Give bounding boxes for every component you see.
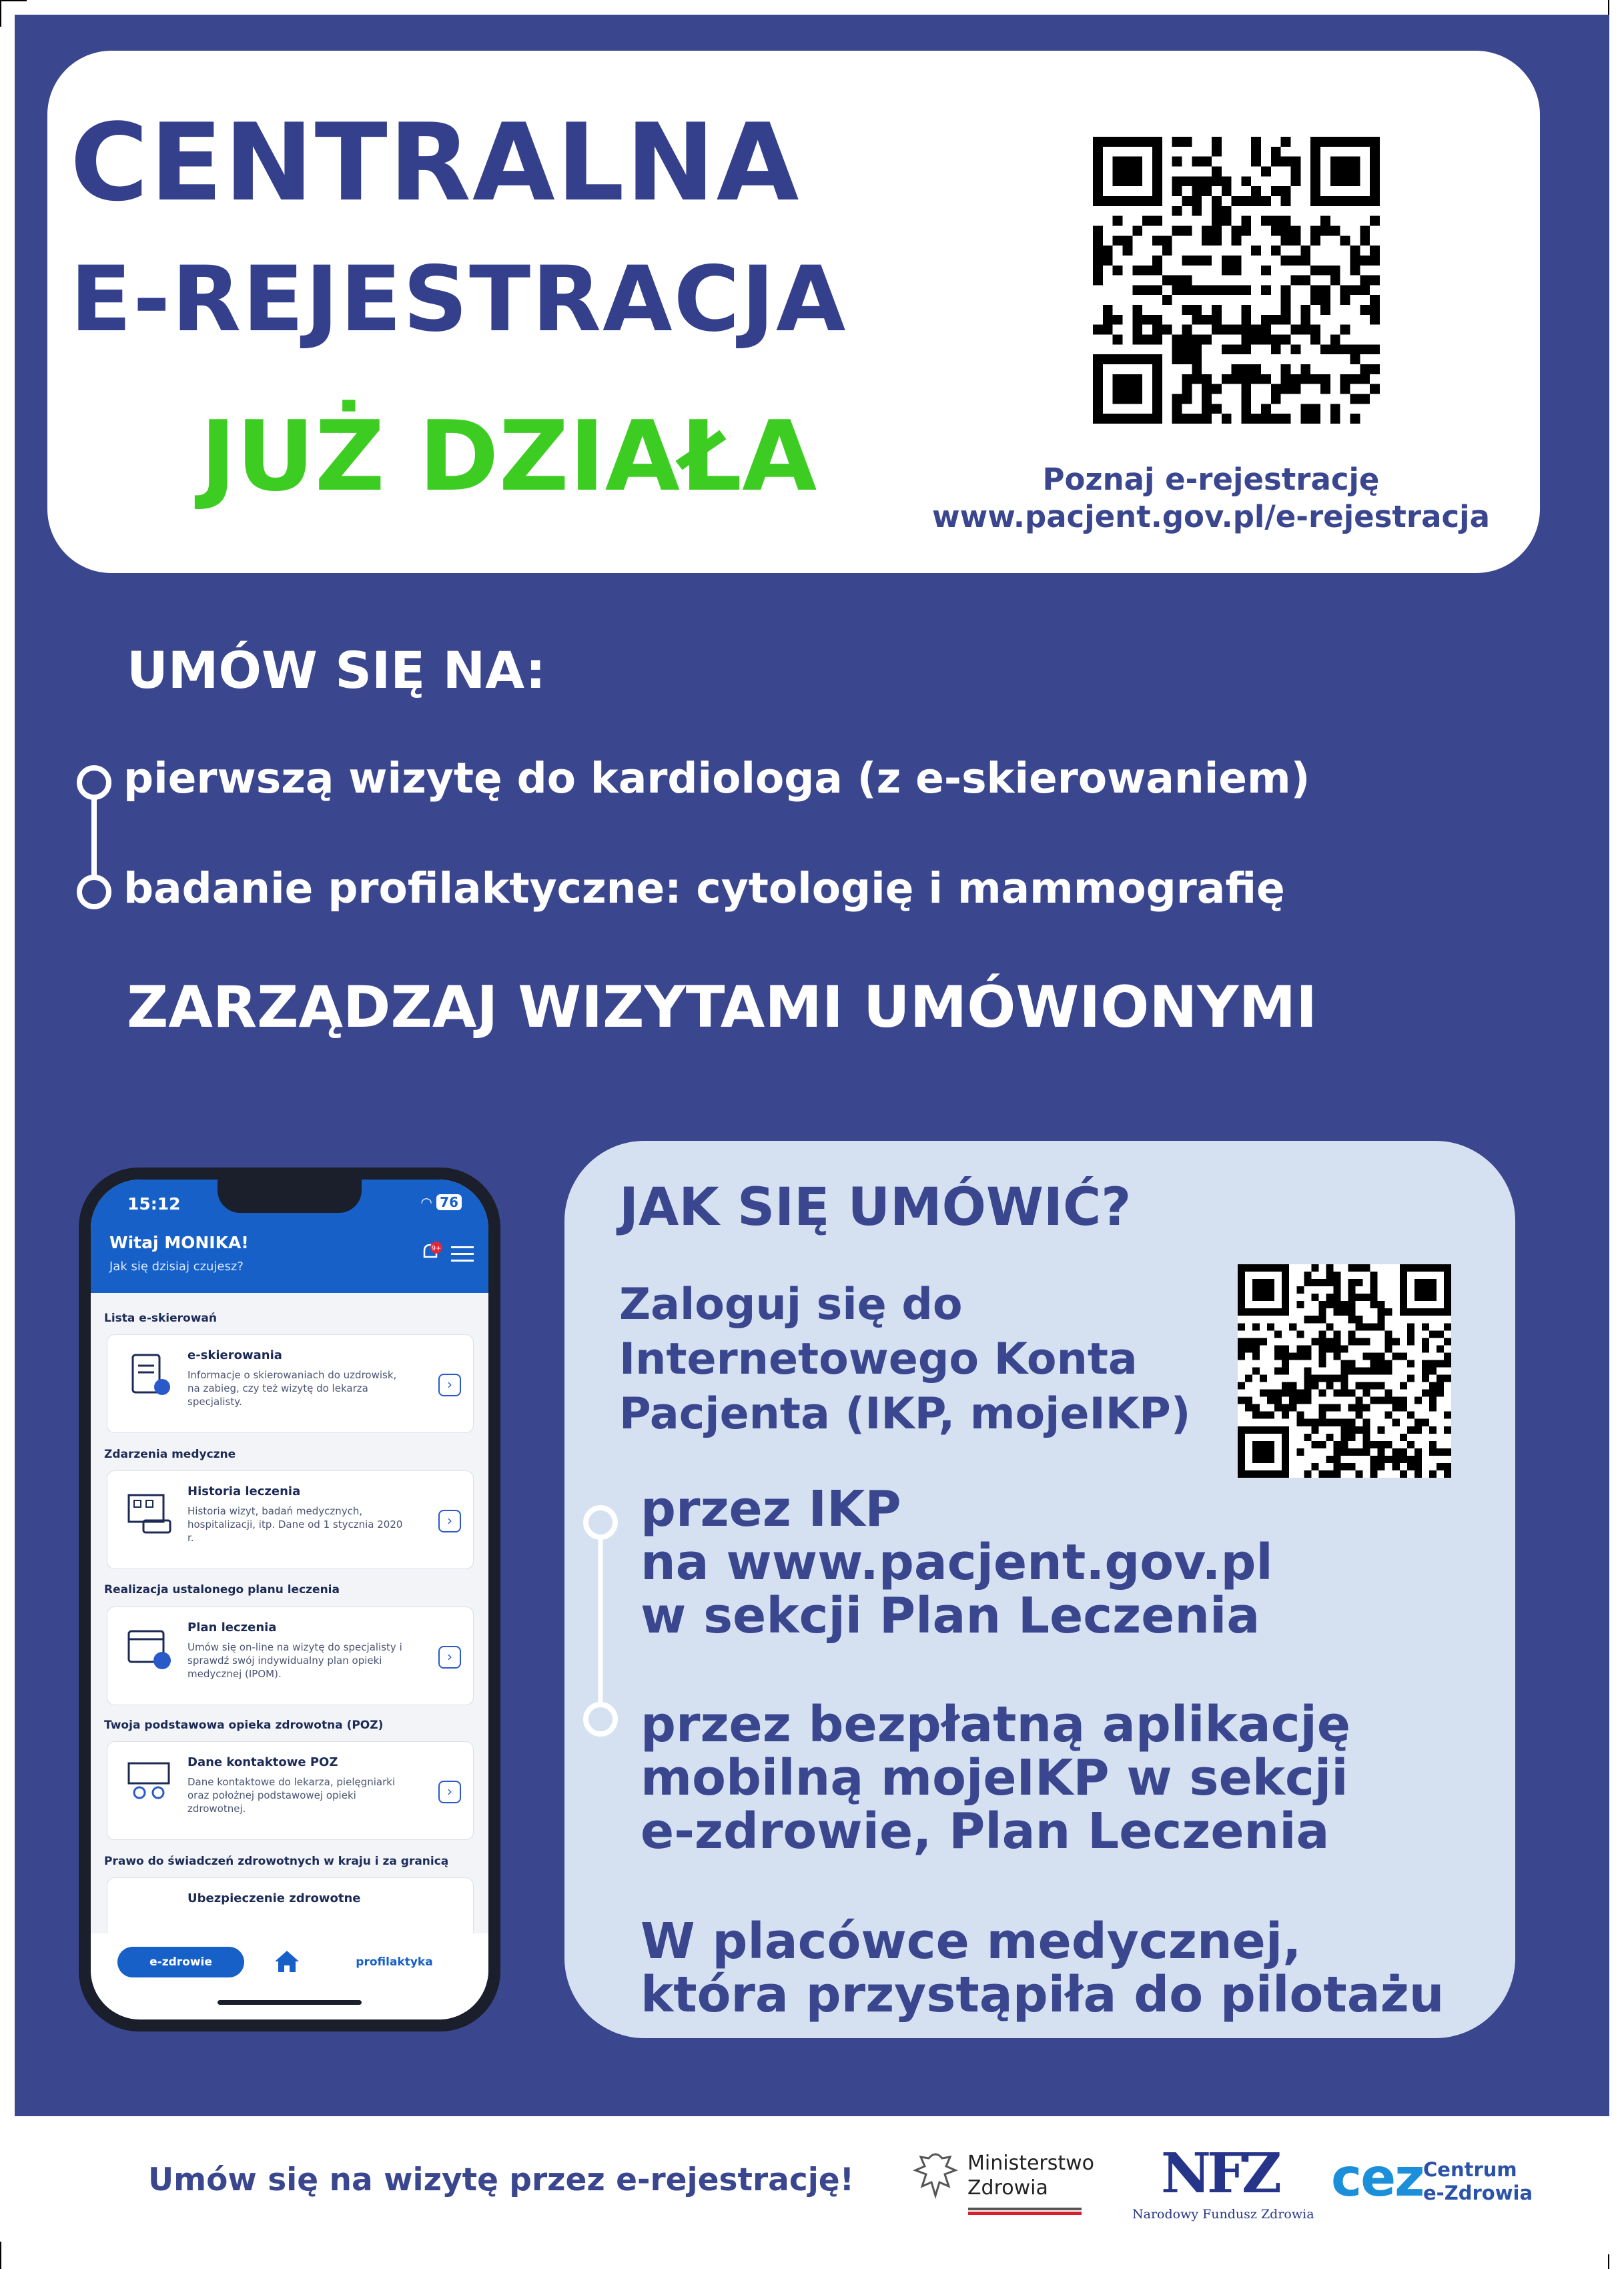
home-indicator	[218, 2000, 362, 2005]
section-label: Realizacja ustalonego planu leczenia	[104, 1583, 340, 1597]
crop-mark	[0, 2242, 1, 2269]
title-e-rejestracja: E-REJESTRACJA	[70, 247, 847, 352]
card-description: Dane kontaktowe do lekarza, pielęgniarki oraz położnej podstawowej opieki zdrowotnej.	[187, 1776, 396, 1815]
how-option-mobile-app: przez bezpłatną aplikację mobilną mojeIKP w sekcji e-zdrowie, Plan Leczenia	[641, 1696, 1351, 1860]
app-card-treatment-history[interactable]	[107, 1470, 474, 1569]
how-option-facility: W placówce medycznej, która przystąpiła do pilotażu	[641, 1913, 1445, 2023]
phone-mockup	[79, 1168, 500, 2031]
card-description: Historia wizyt, badań medycznych, hospitalizacji, itp. Dane od 1 stycznia 2020 r.	[187, 1505, 403, 1544]
book-item-screening: badanie profilaktyczne: cytologię i mammografię	[123, 864, 1285, 913]
how-login-text: Zaloguj się do Internetowego Konta Pacjenta (IKP, mojeIKP)	[619, 1280, 1191, 1439]
card-title: Ubezpieczenie zdrowotne	[187, 1891, 361, 1905]
section-label: Prawo do świadczeń zdrowotnych w kraju i za granicą	[104, 1855, 449, 1868]
logo-ministry-line2: Zdrowia	[967, 2176, 1048, 2200]
book-heading: UMÓW SIĘ NA:	[127, 640, 546, 700]
notification-icon[interactable]	[418, 1240, 443, 1265]
doctors-icon	[123, 1757, 177, 1810]
card-description: Informacje o skierowaniach do uzdrowisk, na zabieg, czy też wizytę do lekarza specjalisty.	[187, 1369, 397, 1408]
phone-screen	[91, 1180, 488, 2019]
logo-cez-mark: cez	[1331, 2148, 1424, 2208]
qr-caption-label: Poznaj e-rejestrację	[1042, 462, 1380, 497]
chevron-right-icon[interactable]: ›	[438, 1374, 461, 1396]
chevron-right-icon[interactable]: ›	[438, 1510, 461, 1532]
footer-cta: Umów się na wizytę przez e-rejestrację!	[148, 2162, 855, 2198]
status-time: 15:12	[127, 1194, 181, 1214]
logo-ministry-line1: Ministerstwo	[967, 2152, 1095, 2175]
chevron-right-icon[interactable]: ›	[438, 1646, 461, 1669]
tab-profilaktyka[interactable]: profilaktyka	[356, 1955, 433, 1969]
logo-cez-line1: Centrum	[1423, 2158, 1517, 2181]
title-juz-dziala: JUŻ DZIAŁA	[200, 400, 817, 513]
card-title: Historia leczenia	[187, 1484, 301, 1498]
battery-level: 76	[436, 1194, 462, 1210]
app-greeting: Witaj MONIKA!	[109, 1233, 249, 1252]
hamburger-menu-icon[interactable]	[451, 1246, 474, 1262]
timeline-connector-icon	[72, 761, 116, 914]
hospital-icon	[123, 1486, 177, 1539]
crop-mark	[0, 0, 27, 1]
notification-badge: 9+	[431, 1245, 442, 1252]
app-subgreeting: Jak się dzisiaj czujesz?	[109, 1260, 244, 1274]
calendar-icon	[123, 1622, 177, 1675]
qr-caption-url[interactable]: www.pacjent.gov.pl/e-rejestracja	[932, 499, 1490, 534]
book-item-cardiologist: pierwszą wizytę do kardiologa (z e-skierowaniem)	[123, 754, 1310, 803]
logo-nfz-mark: NFZ	[1161, 2142, 1278, 2206]
how-heading: JAK SIĘ UMÓWIĆ?	[619, 1178, 1132, 1238]
phone-notch	[218, 1180, 362, 1213]
chevron-right-icon[interactable]: ›	[438, 1781, 461, 1803]
wifi-icon: ◠	[420, 1194, 437, 1210]
qr-code-large	[1093, 137, 1380, 424]
qr-code-small	[1238, 1264, 1451, 1478]
status-battery	[420, 1194, 462, 1210]
section-label: Zdarzenia medyczne	[104, 1448, 236, 1461]
timeline-connector-icon	[579, 1501, 622, 1741]
app-card-treatment-plan[interactable]	[107, 1607, 474, 1705]
manage-heading: ZARZĄDZAJ WIZYTAMI UMÓWIONYMI	[127, 974, 1318, 1041]
home-icon[interactable]	[272, 1948, 302, 1975]
how-option-ikp: przez IKP na www.pacjent.gov.pl w sekcji Plan Leczenia	[641, 1480, 1273, 1645]
tab-e-zdrowie[interactable]: e-zdrowie	[117, 1947, 244, 1977]
card-title: Dane kontaktowe POZ	[187, 1755, 338, 1769]
crop-mark	[0, 0, 1, 27]
card-title: Plan leczenia	[187, 1621, 277, 1635]
logo-cez-line2: e-Zdrowia	[1423, 2182, 1533, 2204]
section-label: Twoja podstawowa opieka zdrowotna (POZ)	[104, 1719, 384, 1732]
title-centralna: CENTRALNA	[70, 100, 801, 225]
card-title: e-skierowania	[187, 1348, 282, 1362]
app-card-e-referrals[interactable]	[107, 1334, 474, 1433]
logo-nfz-name: Narodowy Fundusz Zdrowia	[1132, 2207, 1314, 2222]
card-description: Umów się on-line na wizytę do specjalisty i sprawdź swój indywidualny plan opieki medycznej (IPOM).	[187, 1641, 402, 1680]
app-card-poz-contacts[interactable]	[107, 1741, 474, 1840]
section-label: Lista e-skierowań	[104, 1312, 218, 1325]
app-tab-bar	[91, 1933, 488, 2019]
referral-doc-icon	[123, 1350, 177, 1403]
